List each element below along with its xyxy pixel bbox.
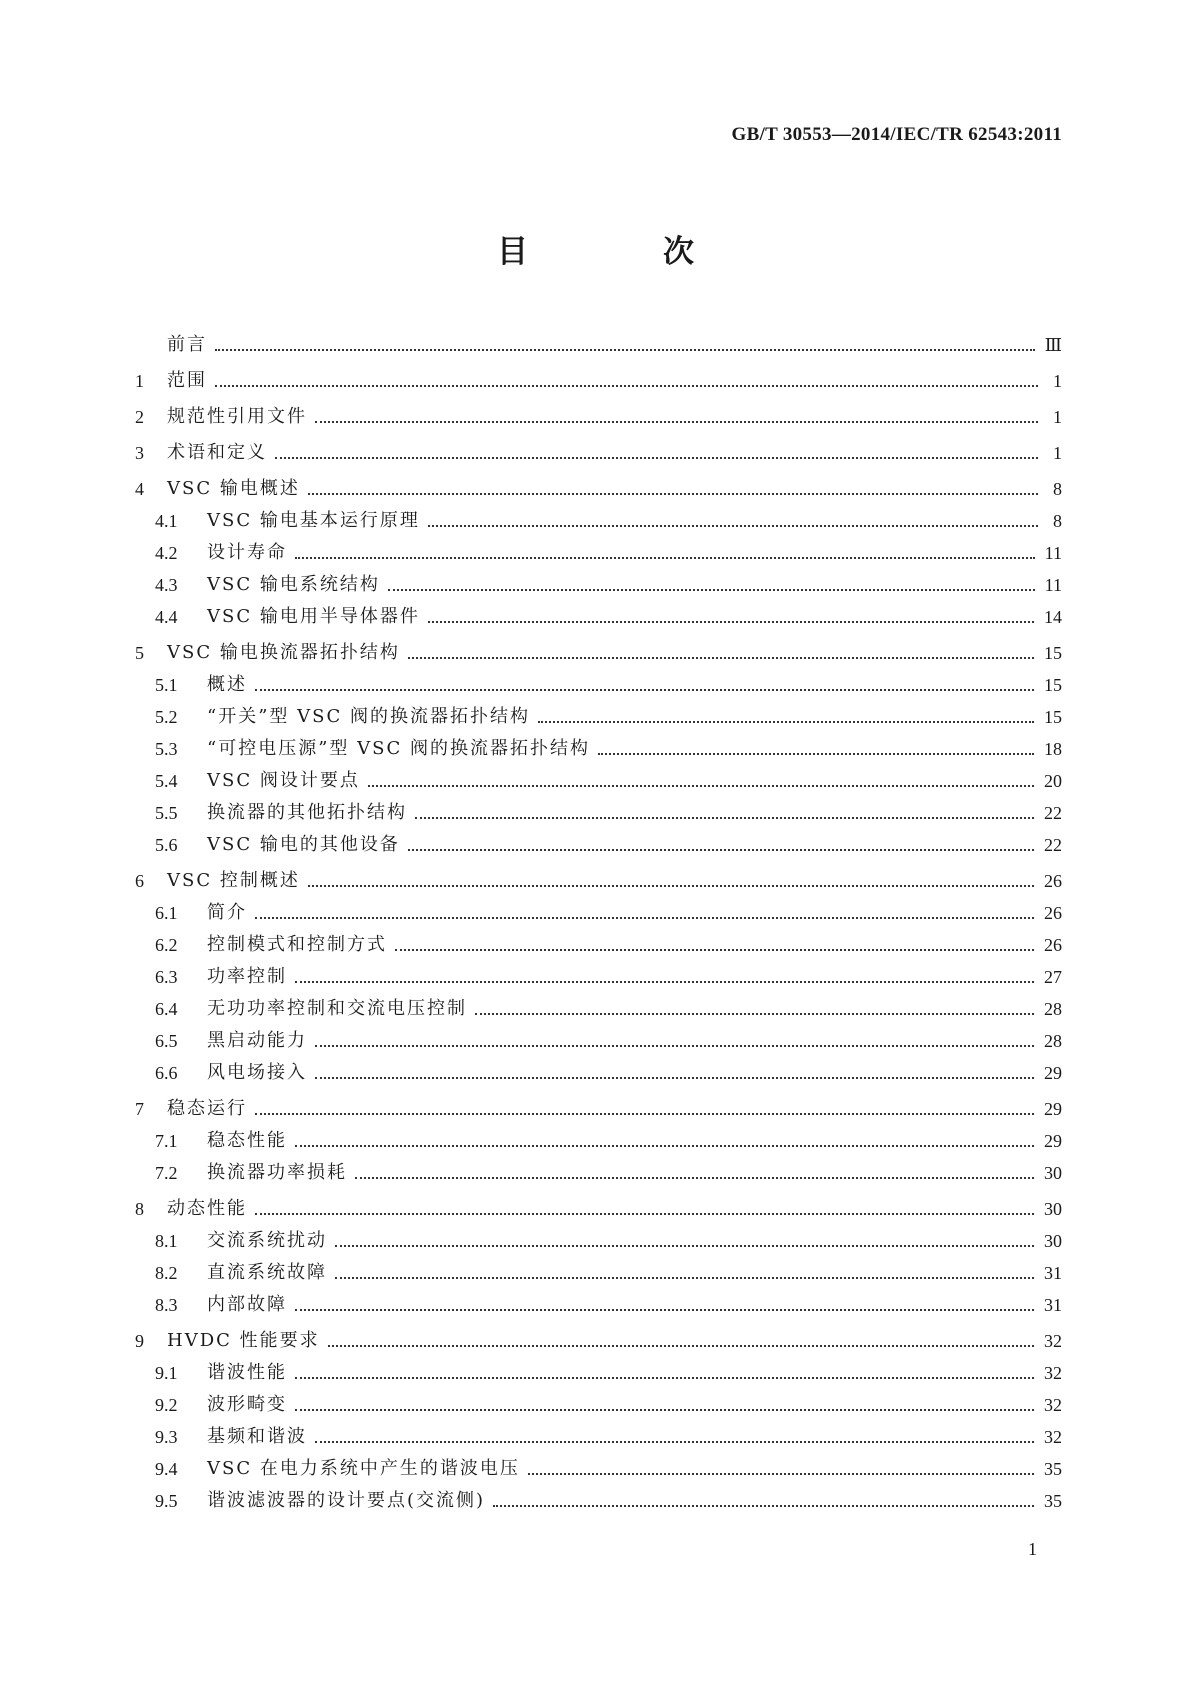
toc-entry-number: 6 <box>135 871 144 891</box>
toc-entry-page: 31 <box>1044 1263 1062 1283</box>
toc-entry-number: 5.4 <box>155 771 178 791</box>
toc-leader-dots <box>328 1344 1034 1347</box>
toc-entry-label: 稳态运行 <box>167 1098 247 1119</box>
toc-entry-number: 5 <box>135 643 144 663</box>
toc-entry-page: 26 <box>1044 903 1062 923</box>
toc-entry-number: 9.5 <box>155 1491 178 1511</box>
toc-entry[interactable] <box>135 924 1062 956</box>
toc-entry-label: 直流系统故障 <box>207 1262 327 1283</box>
toc-entry-label: 范围 <box>167 370 207 391</box>
toc-entry[interactable] <box>135 428 1062 464</box>
toc-entry[interactable] <box>135 564 1062 596</box>
toc-leader-dots <box>308 884 1034 887</box>
toc-leader-dots <box>415 816 1034 819</box>
toc-leader-dots <box>388 588 1035 591</box>
toc-entry-label: 前言 <box>167 334 207 355</box>
toc-entry-label: 控制模式和控制方式 <box>207 934 387 955</box>
toc-entry-page: 11 <box>1044 575 1062 595</box>
toc-leader-dots <box>255 916 1034 919</box>
toc-entry[interactable] <box>135 1352 1062 1384</box>
toc-entry-page: 15 <box>1044 643 1062 663</box>
toc-entry-label: VSC 输电系统结构 <box>207 574 380 595</box>
toc-entry-page: 14 <box>1044 607 1062 627</box>
toc-entry-label: 无功功率控制和交流电压控制 <box>207 998 467 1019</box>
toc-leader-dots <box>408 656 1034 659</box>
toc-entry-label: 黑启动能力 <box>207 1030 307 1051</box>
toc-entry-number: 5.6 <box>155 835 178 855</box>
page-number: 1 <box>1028 1539 1037 1559</box>
toc-entry-page: 32 <box>1044 1331 1062 1351</box>
toc-entry-label: 换流器的其他拓扑结构 <box>207 802 407 823</box>
toc-leader-dots <box>215 384 1038 387</box>
toc-entry-label: VSC 输电的其他设备 <box>207 834 400 855</box>
toc-entry-page: 30 <box>1044 1231 1062 1251</box>
toc-leader-dots <box>538 720 1034 723</box>
toc-leader-dots <box>215 348 1035 351</box>
toc-entry[interactable] <box>135 728 1062 760</box>
toc-entry-page: 11 <box>1044 543 1062 563</box>
toc-entry-label: 换流器功率损耗 <box>207 1162 347 1183</box>
toc-leader-dots <box>428 620 1034 623</box>
toc-entry-label: 概述 <box>207 674 247 695</box>
toc-entry-number: 6.5 <box>155 1031 178 1051</box>
toc-entry[interactable] <box>135 596 1062 628</box>
toc-entry-page: 26 <box>1044 935 1062 955</box>
toc-entry-page: 27 <box>1044 967 1062 987</box>
table-of-contents <box>135 320 1062 1512</box>
toc-leader-dots <box>475 1012 1034 1015</box>
toc-entry[interactable] <box>135 1416 1062 1448</box>
toc-entry[interactable] <box>135 988 1062 1020</box>
toc-entry[interactable] <box>135 696 1062 728</box>
toc-entry-label: 简介 <box>207 902 247 923</box>
toc-entry-number: 8.3 <box>155 1295 178 1315</box>
toc-entry-number: 6.4 <box>155 999 178 1019</box>
toc-entry-page: 15 <box>1044 707 1062 727</box>
toc-entry[interactable] <box>135 1480 1062 1512</box>
toc-entry-label: 术语和定义 <box>167 442 267 463</box>
toc-entry-number: 6.2 <box>155 935 178 955</box>
toc-entry[interactable] <box>135 464 1062 500</box>
toc-entry-number: 8.1 <box>155 1231 178 1251</box>
toc-entry-number: 4.4 <box>155 607 178 627</box>
toc-entry-label: 波形畸变 <box>207 1394 287 1415</box>
toc-entry-number: 9.1 <box>155 1363 178 1383</box>
toc-entry-number: 9 <box>135 1331 144 1351</box>
toc-leader-dots <box>355 1176 1034 1179</box>
toc-entry[interactable] <box>135 824 1062 856</box>
toc-entry-page: 29 <box>1044 1131 1062 1151</box>
toc-leader-dots <box>275 456 1038 459</box>
toc-leader-dots <box>315 420 1038 423</box>
toc-entry-label: VSC 输电基本运行原理 <box>207 510 420 531</box>
toc-entry-label: 内部故障 <box>207 1294 287 1315</box>
toc-entry-label: 风电场接入 <box>207 1062 307 1083</box>
toc-entry-page: 32 <box>1044 1427 1062 1447</box>
toc-entry-number: 7.1 <box>155 1131 178 1151</box>
toc-leader-dots <box>528 1472 1034 1475</box>
toc-entry-page: 28 <box>1044 999 1062 1019</box>
toc-entry-label: VSC 阀设计要点 <box>207 770 360 791</box>
toc-entry[interactable] <box>135 1152 1062 1184</box>
toc-entry[interactable] <box>135 1284 1062 1316</box>
toc-leader-dots <box>295 980 1034 983</box>
toc-entry[interactable] <box>135 1448 1062 1480</box>
toc-entry-number: 9.3 <box>155 1427 178 1447</box>
toc-entry-page: 8 <box>1053 479 1062 499</box>
toc-entry-label: 稳态性能 <box>207 1130 287 1151</box>
toc-entry-number: 4 <box>135 479 144 499</box>
toc-entry[interactable] <box>135 500 1062 532</box>
toc-entry-label: 交流系统扰动 <box>207 1230 327 1251</box>
toc-entry-page: 30 <box>1044 1163 1062 1183</box>
toc-entry-number: 1 <box>135 371 144 391</box>
standard-code: GB/T 30553—2014/IEC/TR 62543:2011 <box>731 124 1062 145</box>
toc-leader-dots <box>255 688 1034 691</box>
toc-entry-label: 功率控制 <box>207 966 287 987</box>
toc-entry[interactable] <box>135 1252 1062 1284</box>
toc-entry[interactable] <box>135 856 1062 892</box>
toc-entry-number: 2 <box>135 407 144 427</box>
toc-entry-number: 7.2 <box>155 1163 178 1183</box>
toc-entry-label: VSC 输电概述 <box>167 478 300 499</box>
toc-entry[interactable] <box>135 1084 1062 1120</box>
toc-entry-number: 5.3 <box>155 739 178 759</box>
toc-entry[interactable] <box>135 1052 1062 1084</box>
toc-leader-dots <box>315 1076 1034 1079</box>
toc-entry[interactable] <box>135 532 1062 564</box>
toc-entry-page: 29 <box>1044 1099 1062 1119</box>
toc-entry-page: 1 <box>1053 443 1062 463</box>
toc-entry[interactable] <box>135 1316 1062 1352</box>
toc-entry-number: 8.2 <box>155 1263 178 1283</box>
toc-leader-dots <box>295 1408 1034 1411</box>
toc-leader-dots <box>295 1376 1034 1379</box>
toc-entry-number: 4.3 <box>155 575 178 595</box>
toc-entry-page: 35 <box>1044 1459 1062 1479</box>
toc-entry-page: 30 <box>1044 1199 1062 1219</box>
toc-entry-number: 5.2 <box>155 707 178 727</box>
toc-entry-number: 3 <box>135 443 144 463</box>
toc-entry[interactable] <box>135 356 1062 392</box>
toc-entry-page: 35 <box>1044 1491 1062 1511</box>
toc-entry[interactable] <box>135 392 1062 428</box>
toc-leader-dots <box>255 1212 1034 1215</box>
page-title: 目 次 <box>497 234 746 270</box>
toc-entry-page: 8 <box>1053 511 1062 531</box>
toc-entry-label: 基频和谐波 <box>207 1426 307 1447</box>
toc-entry[interactable] <box>135 892 1062 924</box>
toc-leader-dots <box>315 1044 1034 1047</box>
toc-entry-number: 6.6 <box>155 1063 178 1083</box>
toc-entry[interactable] <box>135 1220 1062 1252</box>
toc-entry-label: 设计寿命 <box>207 542 287 563</box>
toc-leader-dots <box>428 524 1038 527</box>
toc-entry[interactable] <box>135 628 1062 664</box>
toc-leader-dots <box>315 1440 1034 1443</box>
toc-entry[interactable] <box>135 320 1062 356</box>
toc-entry[interactable] <box>135 792 1062 824</box>
toc-entry-number: 5.1 <box>155 675 178 695</box>
toc-leader-dots <box>395 948 1034 951</box>
toc-entry-page: 32 <box>1044 1363 1062 1383</box>
toc-entry[interactable] <box>135 1184 1062 1220</box>
toc-entry[interactable] <box>135 956 1062 988</box>
toc-entry[interactable] <box>135 664 1062 696</box>
toc-entry-page: 31 <box>1044 1295 1062 1315</box>
toc-entry[interactable] <box>135 1120 1062 1152</box>
toc-entry-label: “开关”型 VSC 阀的换流器拓扑结构 <box>207 706 530 727</box>
toc-entry-page: 1 <box>1053 371 1062 391</box>
toc-entry-page: 1 <box>1053 407 1062 427</box>
toc-entry-number: 8 <box>135 1199 144 1219</box>
toc-entry-page: 22 <box>1044 803 1062 823</box>
toc-entry-label: “可控电压源”型 VSC 阀的换流器拓扑结构 <box>207 738 590 759</box>
toc-entry-page: 20 <box>1044 771 1062 791</box>
toc-entry-label: VSC 输电换流器拓扑结构 <box>167 642 400 663</box>
toc-leader-dots <box>295 1308 1034 1311</box>
toc-leader-dots <box>295 556 1035 559</box>
toc-entry-page: 28 <box>1044 1031 1062 1051</box>
toc-leader-dots <box>598 752 1034 755</box>
toc-entry-page: 29 <box>1044 1063 1062 1083</box>
toc-entry-number: 5.5 <box>155 803 178 823</box>
toc-entry-number: 9.2 <box>155 1395 178 1415</box>
toc-entry-page: 32 <box>1044 1395 1062 1415</box>
toc-entry-number: 4.2 <box>155 543 178 563</box>
toc-entry-page: Ⅲ <box>1044 335 1062 355</box>
toc-entry[interactable] <box>135 1384 1062 1416</box>
toc-entry[interactable] <box>135 1020 1062 1052</box>
toc-entry-label: 谐波性能 <box>207 1362 287 1383</box>
toc-entry-label: VSC 在电力系统中产生的谐波电压 <box>207 1458 520 1479</box>
toc-entry[interactable] <box>135 760 1062 792</box>
toc-entry-page: 22 <box>1044 835 1062 855</box>
toc-leader-dots <box>493 1504 1034 1507</box>
toc-entry-number: 9.4 <box>155 1459 178 1479</box>
toc-entry-number: 6.3 <box>155 967 178 987</box>
toc-entry-page: 26 <box>1044 871 1062 891</box>
toc-entry-number: 6.1 <box>155 903 178 923</box>
toc-leader-dots <box>308 492 1038 495</box>
toc-entry-label: 动态性能 <box>167 1198 247 1219</box>
toc-entry-page: 15 <box>1044 675 1062 695</box>
toc-entry-label: VSC 控制概述 <box>167 870 300 891</box>
toc-entry-label: HVDC 性能要求 <box>167 1330 320 1351</box>
toc-entry-label: 规范性引用文件 <box>167 406 307 427</box>
toc-leader-dots <box>408 848 1034 851</box>
toc-leader-dots <box>335 1276 1034 1279</box>
toc-entry-page: 18 <box>1044 739 1062 759</box>
toc-leader-dots <box>335 1244 1034 1247</box>
toc-entry-label: VSC 输电用半导体器件 <box>207 606 420 627</box>
toc-leader-dots <box>295 1144 1034 1147</box>
toc-entry-number: 4.1 <box>155 511 178 531</box>
toc-entry-label: 谐波滤波器的设计要点(交流侧) <box>207 1490 486 1511</box>
toc-entry-number: 7 <box>135 1099 144 1119</box>
toc-leader-dots <box>255 1112 1034 1115</box>
toc-leader-dots <box>368 784 1034 787</box>
